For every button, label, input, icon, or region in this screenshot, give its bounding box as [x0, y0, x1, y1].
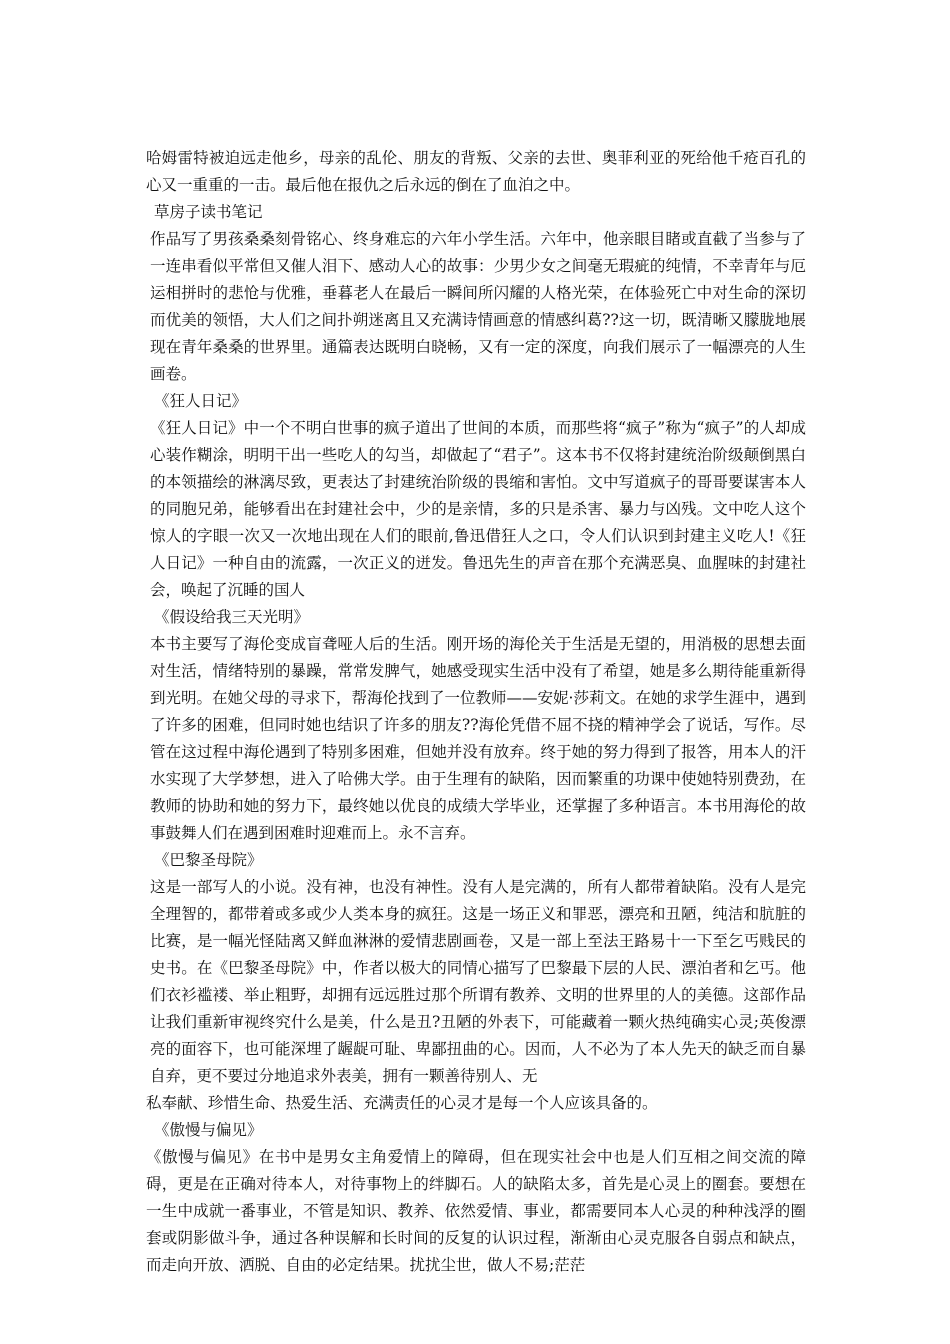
heading-three-days: 《假设给我三天光明》 [154, 608, 310, 626]
madman-diary-paragraph: 《狂人日记》中一个不明白世事的疯子道出了世间的本质，而那些将“疯子”称为“疯子”的人却成心装作糊涂，明明干出一些吃人的勾当，却做起了“君子”。这本书不仅将封建统治阶级颠倒黑白的本领描绘的淋漓尽致，更表达了封建统治阶级的畏缩和害怕。文中写道疯子的哥哥要谋害本人的同胞兄弟，能够看出在封建社会中，少的是亲情，多的只是杀害、暴力与凶残。文中吃人这个惊人的字眼一次又一次地出现在人们的眼前,鲁迅借狂人之口，令人们认识到封建主义吃人!《狂人日记》一种自由的流露，一次正义的迸发。鲁迅先生的声音在那个充满恶臭、血腥味的封建社会，唤起了沉睡的国人 [150, 419, 806, 599]
heading-notre-dame: 《巴黎圣母院》 [154, 851, 263, 869]
heading-madman-diary: 《狂人日记》 [154, 392, 248, 410]
grass-house-paragraph: 作品写了男孩桑桑刻骨铭心、终身难忘的六年小学生活。六年中，他亲眼目睹或直截了当参与了一连串看似平常但又催人泪下、感动人心的故事：少男少女之间毫无瑕疵的纯情，不幸青年与厄运相拼时的悲怆与优雅，垂暮老人在最后一瞬间所闪耀的人格光荣，在体验死亡中对生命的深切而优美的领悟，大人们之间扑朔迷离且又充满诗情画意的情感纠葛??这一切，既清晰又朦胧地展现在青年桑桑的世界里。通篇表达既明白晓畅，又有一定的深度，向我们展示了一幅漂亮的人生画卷。 [150, 230, 806, 383]
notre-dame-paragraph: 这是一部写人的小说。没有神，也没有神性。没有人是完满的，所有人都带着缺陷。没有人是完全理智的，都带着或多或少人类本身的疯狂。这是一场正义和罪恶，漂亮和丑陋，纯洁和肮脏的比赛，是一幅光怪陆离又鲜血淋淋的爱情悲剧画卷，又是一部上至法王路易十一下至乞丐贱民的史书。在《巴黎圣母院》中，作者以极大的同情心描写了巴黎最下层的人民、漂泊者和乞丐。他们衣衫褴褛、举止粗野，却拥有远远胜过那个所谓有教养、文明的世界里的人的美德。这部作品让我们重新审视终究什么是美，什么是丑?丑陋的外表下，可能藏着一颗火热纯确实心灵;英俊漂亮的面容下，也可能深埋了龌龊可耻、卑鄙扭曲的心。因而，人不必为了本人先天的缺乏而自暴自弃，更不要过分地追求外表美，拥有一颗善待别人、无 [150, 878, 806, 1085]
pride-prejudice-paragraph: 《傲慢与偏见》在书中是男女主角爱情上的障碍，但在现实社会中也是人们互相之间交流的障碍，更是在正确对待本人，对待事物上的绊脚石。人的缺陷太多，首先是心灵上的圈套。要想在一生中成就一番事业，不管是知识、教养、依然爱情、事业，都需要同本人心灵的种种浅浮的圈套或阴影做斗争，通过各种误解和长时间的反复的认识过程，渐渐由心灵克服各自弱点和缺点，而走向开放、洒脱、自由的必定结果。扰扰尘世，做人不易;茫茫 [146, 1148, 806, 1274]
heading-pride-prejudice: 《傲慢与偏见》 [154, 1121, 263, 1139]
notre-dame-continuation: 私奉献、珍惜生命、热爱生活、充满责任的心灵才是每一个人应该具备的。 [146, 1094, 658, 1112]
three-days-paragraph: 本书主要写了海伦变成盲聋哑人后的生活。刚开场的海伦关于生活是无望的，用消极的思想去面对生活，情绪特别的暴躁，常常发脾气，她感受现实生活中没有了希望，她是多么期待能重新得到光明。在她父母的寻求下，帮海伦找到了一位教师——安妮·莎莉文。在她的求学生涯中，遇到了许多的困难，但同时她也结识了许多的朋友??海伦凭借不屈不挠的精神学会了说话，写作。尽管在这过程中海伦遇到了特别多困难，但她并没有放弃。终于她的努力得到了报答，用本人的汗水实现了大学梦想，进入了哈佛大学。由于生理有的缺陷，因而繁重的功课中使她特别费劲，在教师的协助和她的努力下，最终她以优良的成绩大学毕业，还掌握了多种语言。本书用海伦的故事鼓舞人们在遇到困难时迎难而上。永不言弃。 [150, 635, 806, 842]
hamlet-paragraph: 哈姆雷特被迫远走他乡，母亲的乱伦、朋友的背叛、父亲的去世、奥菲利亚的死给他千疮百孔的心又一重重的一击。最后他在报仇之后永远的倒在了血泊之中。 [146, 149, 806, 194]
document-page [146, 145, 806, 1279]
heading-grass-house: 草房子读书笔记 [154, 203, 263, 221]
